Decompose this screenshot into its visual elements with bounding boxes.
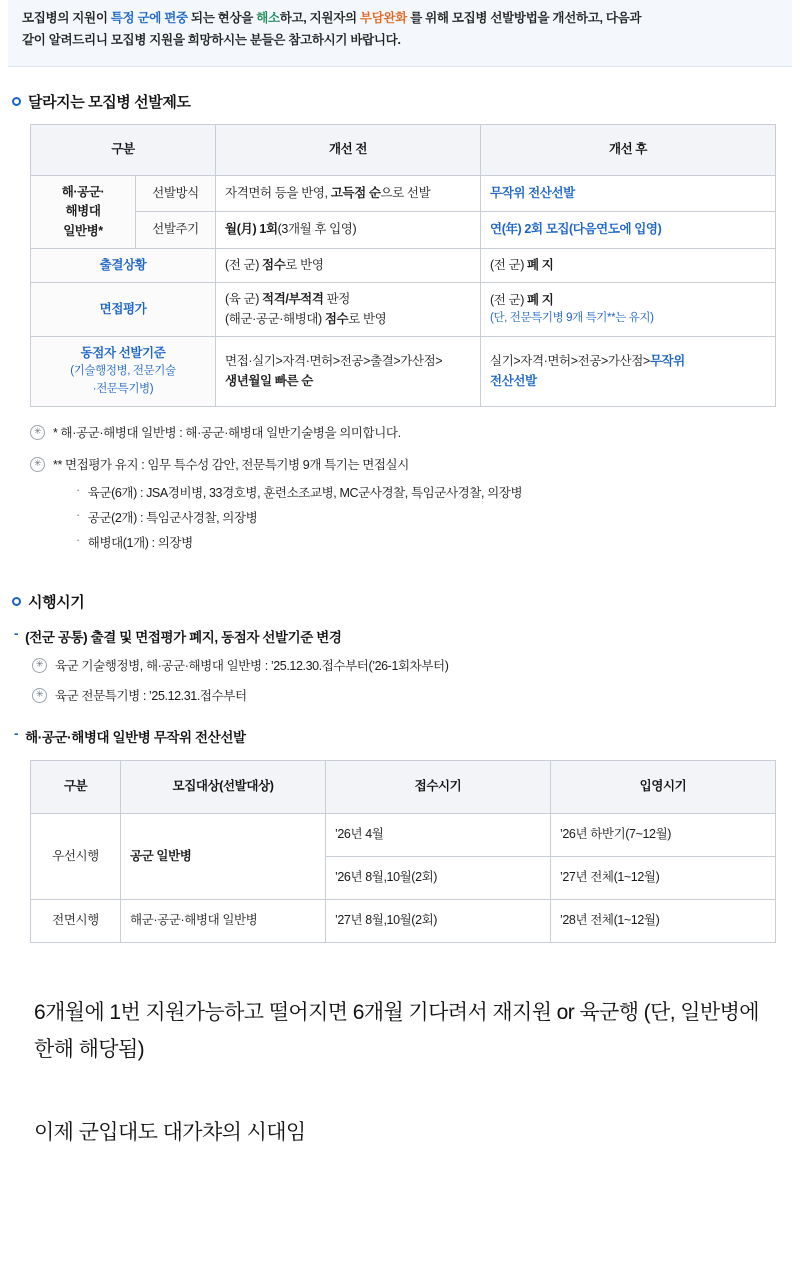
row-label-interview: 면접평가 [31, 283, 216, 337]
schedule-block2-title: 해·공군·해병대 일반병 무작위 전산선발 [25, 730, 246, 745]
cell-before-interview [216, 283, 481, 337]
asterisk-icon: ✳ [30, 425, 45, 440]
cell-after-interview [481, 283, 776, 337]
line-2: 전산선발 [490, 373, 537, 388]
schedule-block1-notes [32, 656, 800, 704]
cell-enlist-1: ’26년 하반기(7~12월) [551, 814, 776, 857]
row-label-line1: 해·공군· [61, 184, 105, 199]
section-heading-selection-system [12, 91, 800, 112]
header-before: 개선 전 [216, 124, 481, 175]
text-b: 무작위 [649, 354, 685, 369]
cell-apply-3: ’27년 8월,10월(2회) [326, 900, 551, 943]
header-after: 개선 후 [481, 124, 776, 175]
text-c: 로 반영 [285, 257, 324, 272]
ring-bullet-icon [12, 97, 21, 106]
text-b: 점수 [262, 257, 286, 272]
notice-line1-part4: 를 위해 모집병 선발방법을 개선하고, 다음과 [407, 11, 642, 25]
asterisk-icon: ✳ [32, 688, 47, 703]
list-item [76, 483, 800, 501]
ring-bullet-icon [12, 597, 21, 606]
text-a: 자격면허 등을 반영, [225, 185, 331, 200]
schedule-table [30, 760, 776, 943]
text-c: 으로 선발 [380, 185, 431, 200]
row-label-navy-air-marine [31, 175, 136, 248]
list-item-text: 육군(6개) : JSA경비병, 33경호병, 훈련소조교병, MC군사경찰, 특임군사경찰, 의장병 [87, 486, 523, 500]
header-apply-period: 접수시기 [326, 761, 551, 814]
dot-icon: · [76, 533, 80, 547]
dash-icon: - [14, 726, 19, 741]
text-a: 연(年) 2회 모집 [490, 222, 570, 237]
notice-banner [8, 0, 792, 67]
footnotes-block [30, 423, 800, 551]
line-1 [225, 290, 471, 309]
row-label-line3: 일반병* [63, 223, 103, 238]
schedule-block2-heading [14, 726, 800, 746]
table-header-row [31, 124, 776, 175]
notice-highlight-1: 특정 군에 편중 [110, 11, 188, 25]
footnote-item [30, 423, 800, 441]
asterisk-icon: ✳ [30, 457, 45, 472]
text-b: 적격/부적격 [262, 292, 324, 307]
text-b: 폐 지 [527, 293, 554, 308]
table-row [31, 814, 776, 857]
text-a: 실기>자격·면허>전공>가산점> [490, 354, 650, 369]
notice-line1-part3: 하고, 지원자의 [279, 11, 360, 25]
header-gubun: 구분 [31, 124, 216, 175]
cell-target-airforce: 공군 일반병 [121, 814, 326, 900]
sub-label-cycle: 선발주기 [136, 212, 216, 249]
cell-after-cycle [481, 212, 776, 249]
text-b: 고득점 순 [330, 185, 381, 200]
row-label-attendance: 출결상황 [31, 248, 216, 282]
line-2: 생년월일 빠른 순 [225, 373, 313, 388]
text-b: 폐 지 [527, 257, 554, 272]
cell-apply-1: ’26년 4월 [326, 814, 551, 857]
text-b: 점수 [324, 311, 349, 326]
footnote-item [32, 686, 800, 704]
text-a: (육 군) [225, 292, 263, 307]
label-line3: ·전문특기병) [92, 383, 154, 396]
footnote-text: * 해·공군·해병대 일반병 : 해·공군·해병대 일반기술병을 의미합니다. [53, 426, 401, 440]
text-c: 로 반영 [348, 311, 387, 326]
text-a: 월(月) 1회 [225, 222, 278, 237]
notice-line2: 같이 알려드리니 모집병 지원을 희망하시는 분들은 참고하시기 바랍니다. [22, 32, 401, 47]
cell-before-method [216, 175, 481, 212]
comment-paragraph-2: 이제 군입대도 대가챠의 시대임 [34, 1120, 306, 1144]
note-text: 육군 기술행정병, 해·공군·해병대 일반병 : ’25.12.30.접수부터(’26-1회차부터) [55, 659, 449, 673]
cell-enlist-2: ’27년 전체(1~12월) [551, 857, 776, 900]
text-c: 판정 [323, 292, 350, 307]
list-item-text: 해병대(1개) : 의장병 [87, 536, 193, 550]
notice-highlight-3: 부담완화 [359, 11, 408, 25]
dot-icon: · [76, 483, 80, 497]
asterisk-icon: ✳ [32, 658, 47, 673]
label-line2: (기술행정병, 전문기술 [70, 365, 176, 378]
row-label-line2: 해병대 [65, 204, 101, 219]
notice-line1-part1: 모집병의 지원이 [22, 11, 111, 25]
text-a: (전 군) [225, 257, 263, 272]
cell-gubun-full: 전면시행 [31, 900, 121, 943]
cell-gubun-priority: 우선시행 [31, 814, 121, 900]
table-row [31, 337, 776, 407]
table-header-row [31, 761, 776, 814]
dash-icon: - [14, 626, 19, 641]
sub-label-method: 선발방식 [136, 175, 216, 212]
table-row [31, 248, 776, 282]
dot-icon: · [76, 508, 80, 522]
line-1 [490, 291, 766, 310]
notice-line1-part2: 되는 현상을 [187, 11, 257, 25]
list-item [76, 533, 800, 551]
notice-highlight-2: 해소 [256, 11, 280, 25]
cell-after-tiebreak [481, 337, 776, 407]
footnote-text: ** 면접평가 유지 : 임무 특수성 감안, 전문특기병 9개 특기는 면접실시 [53, 458, 409, 472]
selection-system-table [30, 124, 776, 407]
row-label-tiebreak [31, 337, 216, 407]
cell-before-cycle [216, 212, 481, 249]
header-gubun: 구분 [31, 761, 121, 814]
cell-enlist-3: ’28년 전체(1~12월) [551, 900, 776, 943]
schedule-block1-title: (전군 공통) 출결 및 면접평가 폐지, 동점자 선발기준 변경 [25, 630, 342, 645]
list-item [76, 508, 800, 526]
line-2 [225, 310, 471, 329]
cell-after-attendance [481, 248, 776, 282]
footnote-sub-list [76, 483, 800, 551]
cell-apply-2: ’26년 8월,10월(2회) [326, 857, 551, 900]
note-text: 육군 전문특기병 : ’25.12.31.접수부터 [55, 689, 247, 703]
table-row [31, 175, 776, 212]
text-a: (해군·공군·해병대) [225, 311, 325, 326]
text-a: (전 군) [490, 293, 528, 308]
cell-before-tiebreak [216, 337, 481, 407]
cell-target-all: 해군·공군·해병대 일반병 [121, 900, 326, 943]
table-row [31, 212, 776, 249]
cell-before-attendance [216, 248, 481, 282]
list-item-text: 공군(2개) : 특임군사경찰, 의장병 [87, 511, 258, 525]
line-2: (단, 전문특기병 9개 특기**는 유지) [490, 312, 654, 325]
section-heading-schedule [12, 591, 800, 612]
line-1 [490, 352, 766, 371]
table-row [31, 283, 776, 337]
header-enlist-period: 입영시기 [551, 761, 776, 814]
line-1: 면접·실기>자격·면허>전공>출결>가산점> [225, 354, 443, 369]
section1-title: 달라지는 모집병 선발제도 [28, 93, 191, 111]
footnote-item [32, 656, 800, 674]
section2-title: 시행시기 [28, 594, 85, 611]
text-b: (다음연도에 입영) [569, 222, 662, 237]
label-line1: 동점자 선발기준 [80, 346, 166, 360]
header-target: 모집대상(선발대상) [121, 761, 326, 814]
footnote-item [30, 455, 800, 473]
comment-paragraph-1: 6개월에 1번 지원가능하고 떨어지면 6개월 기다려서 재지원 or 육군행 (단, 일반병에 한해 해당됨) [34, 1001, 759, 1061]
schedule-block1-heading [14, 626, 800, 646]
cell-after-method: 무작위 전산선발 [481, 175, 776, 212]
text-a: (전 군) [490, 257, 528, 272]
table-row [31, 900, 776, 943]
text-b: (3개월 후 입영) [277, 222, 357, 237]
